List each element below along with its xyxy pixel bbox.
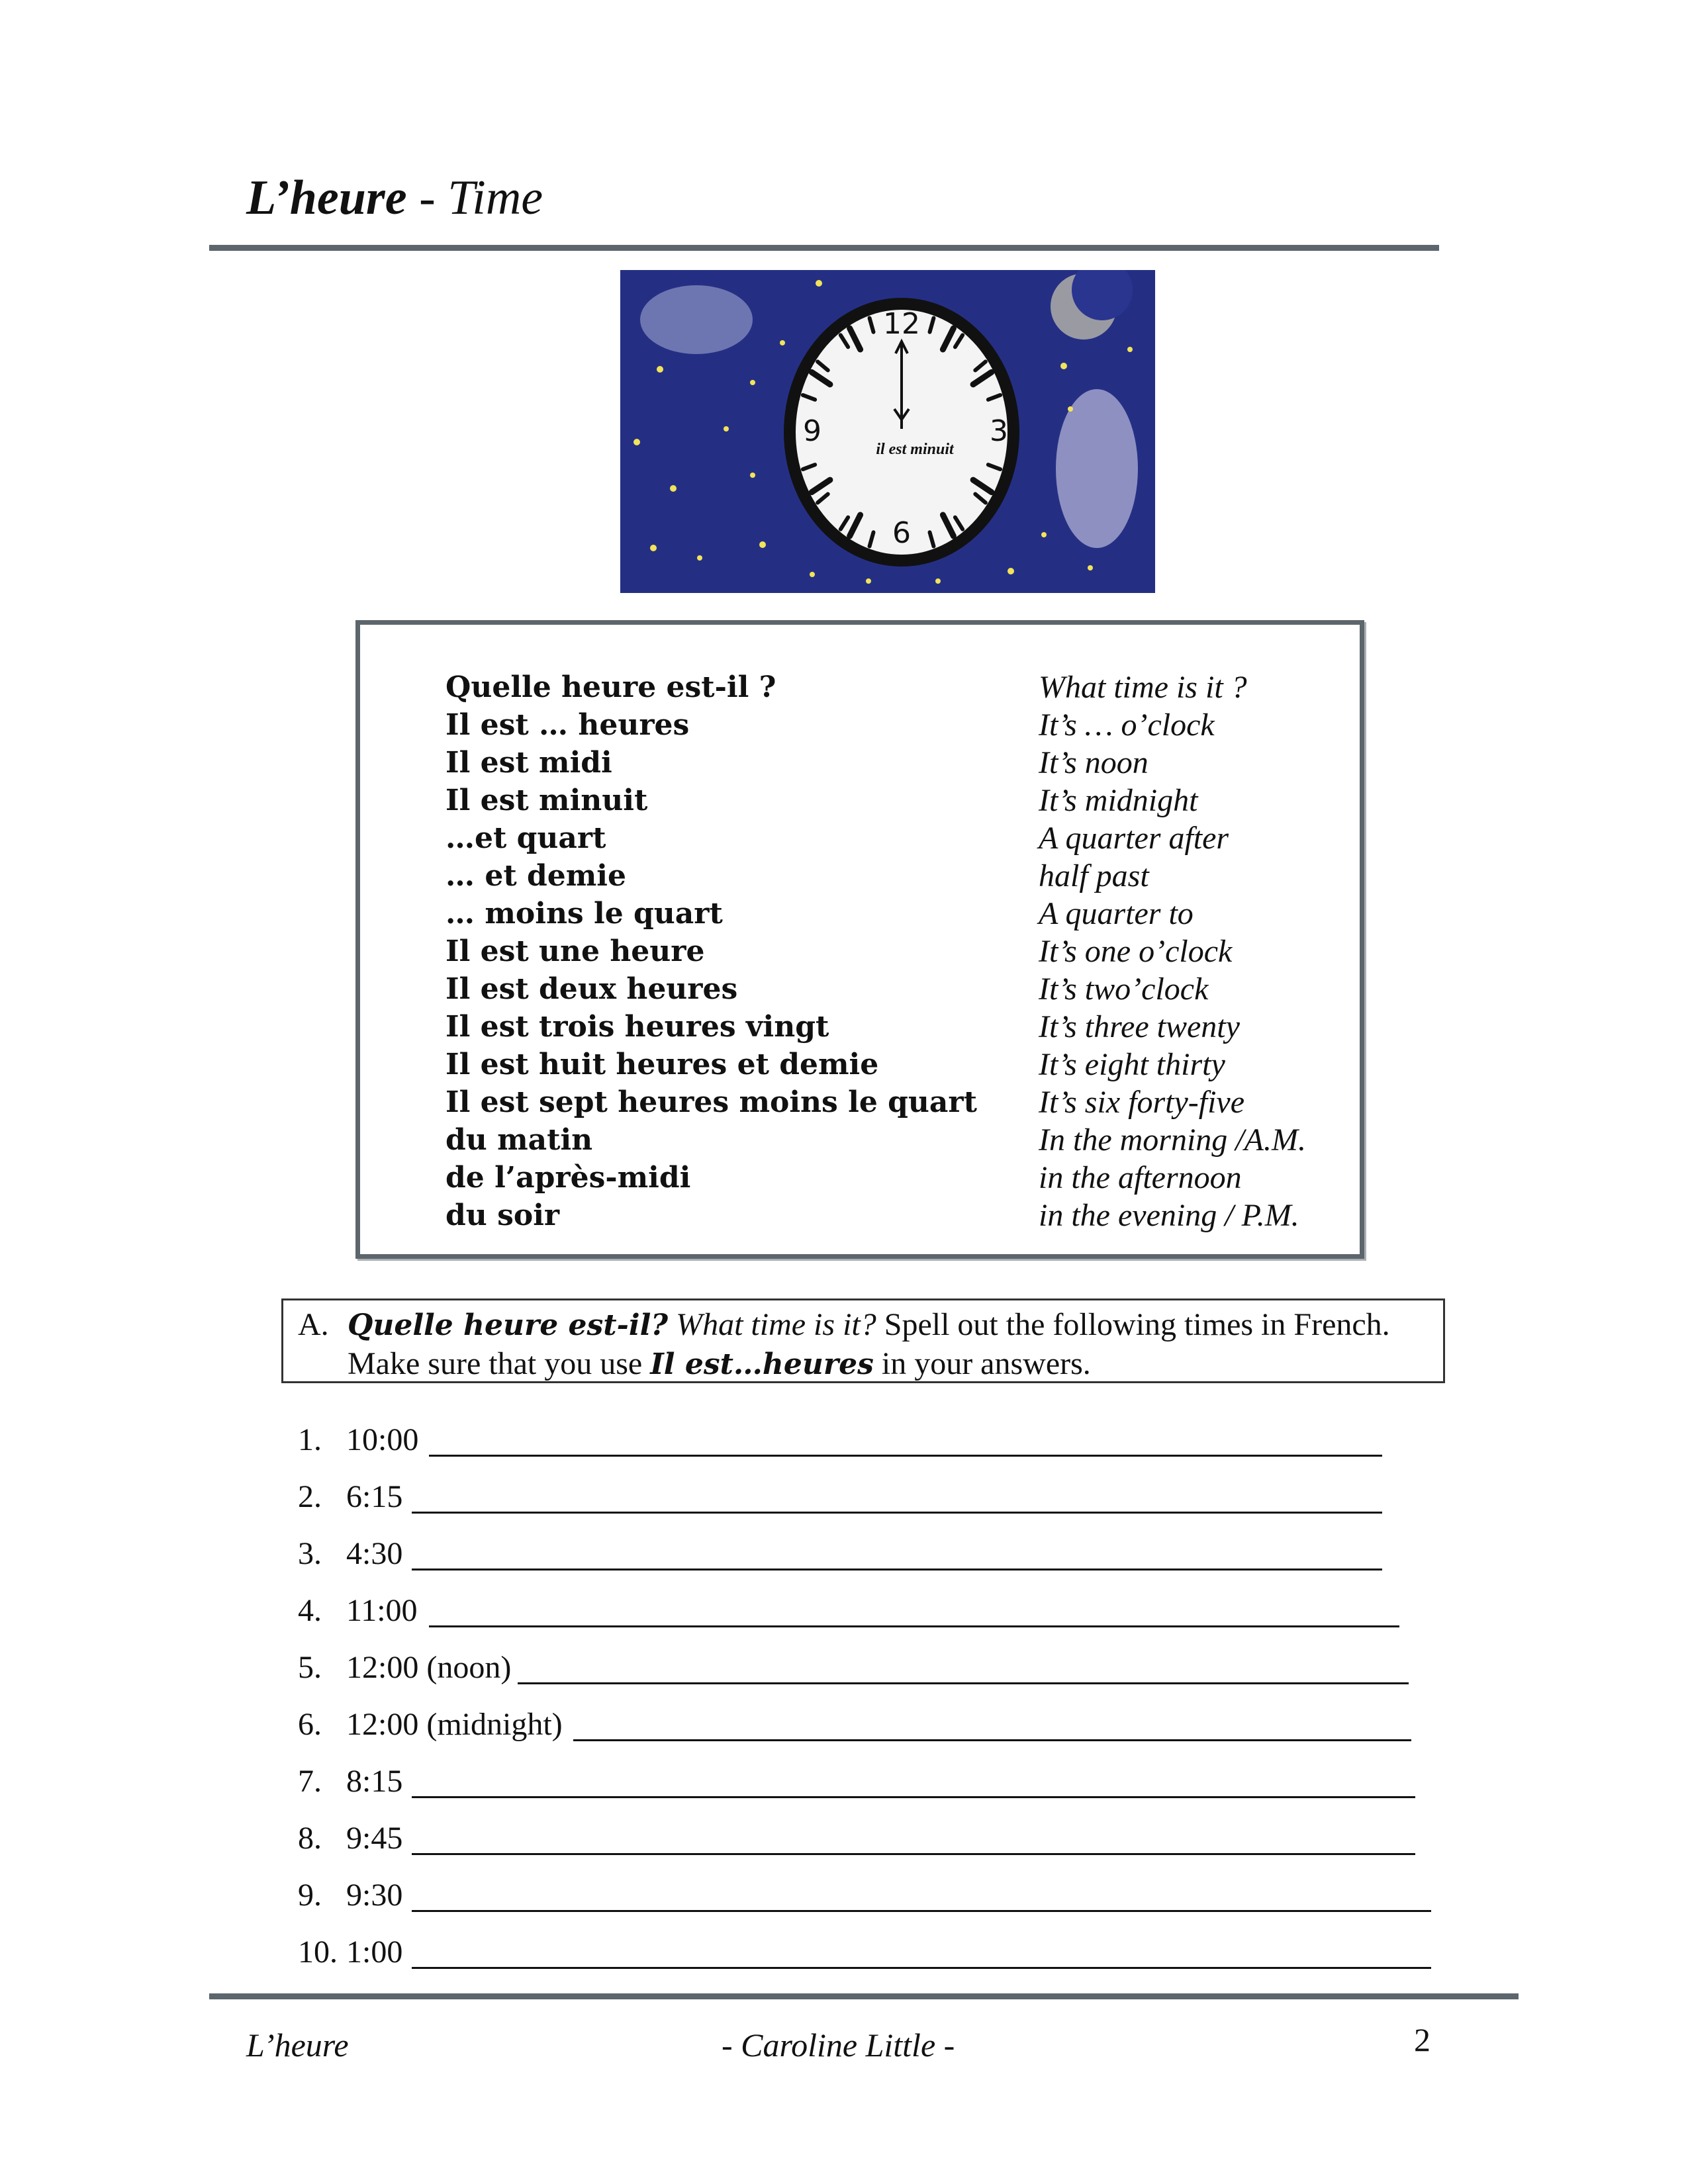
instructions-phrase: Il est…heures (650, 1347, 874, 1381)
exercise-number: 5. (298, 1650, 322, 1685)
exercise-number: 1. (298, 1422, 322, 1457)
exercise-number: 3. (298, 1536, 322, 1571)
vocab-row (360, 1083, 1360, 1121)
vocab-row (360, 782, 1360, 819)
header-divider (209, 245, 1439, 251)
vocab-english: It’s two’clock (1039, 972, 1209, 1007)
exercise-label: 8:15 (346, 1764, 403, 1799)
exercise-label: 10:00 (346, 1422, 419, 1457)
clock-number-12: 12 (883, 307, 920, 341)
answer-line[interactable] (412, 1512, 1382, 1514)
footer-title: L’heure (246, 2026, 349, 2064)
vocab-english: It’s three twenty (1039, 1009, 1240, 1044)
vocab-row (360, 1121, 1360, 1159)
vocab-french: … moins le quart (445, 897, 723, 931)
vocab-french: Il est trois heures vingt (445, 1010, 829, 1044)
vocab-english: A quarter to (1039, 896, 1194, 931)
vocab-french: Il est minuit (445, 784, 648, 817)
vocab-english: half past (1039, 858, 1149, 893)
vocab-row (360, 744, 1360, 782)
vocab-french: …et quart (445, 821, 606, 855)
title-french: L’heure (246, 171, 407, 225)
vocab-row (360, 819, 1360, 857)
vocab-row (360, 1197, 1360, 1234)
vocab-english: It’s noon (1039, 745, 1149, 780)
exercise-label: 4:30 (346, 1536, 403, 1571)
page-number: 2 (1414, 2021, 1430, 2058)
footer-divider (209, 1993, 1519, 1999)
cloud-left (640, 285, 753, 354)
vocab-english: What time is it ? (1039, 670, 1247, 705)
vocab-english: in the afternoon (1039, 1160, 1242, 1195)
exercise-label: 6:15 (346, 1479, 403, 1514)
answer-line[interactable] (429, 1625, 1399, 1627)
clock-number-6: 6 (892, 516, 911, 550)
answer-line[interactable] (518, 1682, 1409, 1684)
vocab-row (360, 706, 1360, 744)
vocab-french: Il est … heures (445, 708, 690, 742)
exercise-label: 11:00 (346, 1593, 418, 1628)
exercise-number: 9. (298, 1878, 322, 1913)
vocab-english: In the morning /A.M. (1039, 1122, 1306, 1158)
vocab-row (360, 933, 1360, 970)
clock-number-9: 9 (803, 414, 821, 448)
answer-line[interactable] (429, 1455, 1382, 1457)
cloud-right (1056, 389, 1138, 548)
footer-author: - Caroline Little - (722, 2026, 955, 2064)
vocab-row (360, 668, 1360, 706)
vocab-french: de l’après-midi (445, 1161, 691, 1195)
instructions-text (348, 1306, 1433, 1384)
vocab-french: Il est midi (445, 746, 612, 780)
exercise-number: 6. (298, 1707, 322, 1742)
instructions-text-2: Make sure that you use (348, 1346, 651, 1381)
answer-line[interactable] (573, 1739, 1411, 1741)
vocab-french: Il est une heure (445, 934, 705, 968)
instructions-question-english: What time is it? (676, 1307, 876, 1342)
exercise-label: 12:00 (noon) (346, 1650, 512, 1685)
exercise-number: 2. (298, 1479, 322, 1514)
vocab-french: Il est huit heures et demie (445, 1048, 879, 1081)
vocab-english: It’s midnight (1039, 783, 1198, 818)
instructions-letter: A. (298, 1307, 329, 1342)
answer-line[interactable] (412, 1796, 1415, 1798)
answer-line[interactable] (412, 1853, 1415, 1855)
exercise-number: 10. (298, 1934, 338, 1970)
exercise-number: 7. (298, 1764, 322, 1799)
vocab-french: du soir (445, 1199, 560, 1232)
vocab-english: It’s … o’clock (1039, 707, 1215, 743)
vocab-row (360, 1046, 1360, 1083)
vocab-french: … et demie (445, 859, 626, 893)
vocab-french: du matin (445, 1123, 593, 1157)
page-title (246, 171, 543, 225)
vocab-english: It’s six forty-five (1039, 1085, 1245, 1120)
vocab-french: Il est sept heures moins le quart (445, 1085, 977, 1119)
instructions-text-3: in your answers. (873, 1346, 1091, 1381)
answer-line[interactable] (412, 1967, 1431, 1969)
title-english: Time (447, 171, 543, 225)
vocab-french: Il est deux heures (445, 972, 738, 1006)
title-separator: - (406, 171, 448, 225)
vocab-row (360, 970, 1360, 1008)
instructions-text-1: Spell out the following times in French. (876, 1307, 1390, 1342)
vocab-french: Quelle heure est-il ? (445, 670, 776, 704)
instructions-question-french: Quelle heure est-il? (348, 1308, 669, 1342)
vocab-english: A quarter after (1039, 821, 1229, 856)
vocab-english: It’s one o’clock (1039, 934, 1233, 969)
vocab-row (360, 895, 1360, 933)
exercise-number: 4. (298, 1593, 322, 1628)
exercise-label: 9:45 (346, 1821, 403, 1856)
answer-line[interactable] (412, 1910, 1431, 1912)
clock-caption: il est minuit (876, 441, 954, 458)
vocabulary-box (355, 620, 1364, 1259)
midnight-clock-illustration (620, 270, 1155, 593)
vocab-row (360, 1159, 1360, 1197)
vocab-row (360, 857, 1360, 895)
instructions-box (281, 1298, 1445, 1383)
answer-line[interactable] (412, 1569, 1382, 1570)
clock-number-3: 3 (990, 414, 1008, 448)
vocab-english: It’s eight thirty (1039, 1047, 1225, 1082)
exercise-number: 8. (298, 1821, 322, 1856)
exercise-label: 1:00 (346, 1934, 403, 1970)
vocab-row (360, 1008, 1360, 1046)
vocab-english: in the evening / P.M. (1039, 1198, 1299, 1233)
exercise-label: 9:30 (346, 1878, 403, 1913)
exercise-label: 12:00 (midnight) (346, 1707, 563, 1742)
